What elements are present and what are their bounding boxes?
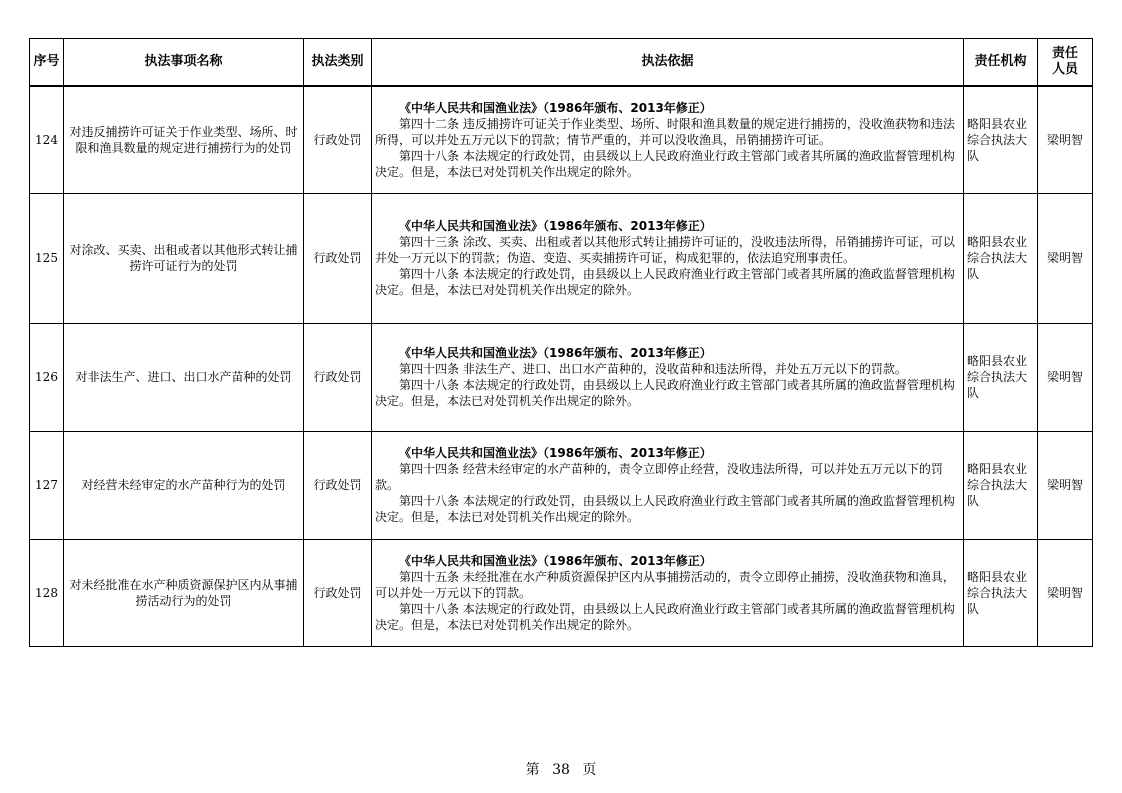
table-row bbox=[30, 323, 1093, 431]
row-number: 124 bbox=[30, 86, 64, 193]
responsible-person: 梁明智 bbox=[1038, 86, 1093, 193]
law-title: 《中华人民共和国渔业法》（1986年颁布、2013年修正） bbox=[399, 446, 712, 460]
responsible-org: 略阳县农业综合执法大队 bbox=[964, 193, 1038, 323]
table-row bbox=[30, 431, 1093, 539]
table-row bbox=[30, 86, 1093, 193]
legal-basis bbox=[372, 539, 964, 646]
law-article: 第四十八条 本法规定的行政处罚，由县级以上人民政府渔业行政主管部门或者其所属的渔政监督管理机构决定。但是，本法已对处罚机关作出规定的除外。 bbox=[375, 378, 955, 408]
law-title: 《中华人民共和国渔业法》（1986年颁布、2013年修正） bbox=[399, 100, 712, 115]
law-title: 《中华人民共和国渔业法》（1986年颁布、2013年修正） bbox=[399, 346, 712, 360]
item-type: 行政处罚 bbox=[304, 193, 372, 323]
responsible-person: 梁明智 bbox=[1038, 323, 1093, 431]
legal-basis bbox=[372, 193, 964, 323]
law-article: 第四十八条 本法规定的行政处罚，由县级以上人民政府渔业行政主管部门或者其所属的渔政监督管理机构决定。但是，本法已对处罚机关作出规定的除外。 bbox=[375, 148, 955, 179]
table-header-row bbox=[30, 39, 1093, 87]
page-number: 38 bbox=[552, 762, 570, 778]
row-number: 127 bbox=[30, 431, 64, 539]
header-type: 执法类别 bbox=[304, 39, 372, 87]
item-name: 对违反捕捞许可证关于作业类型、场所、时限和渔具数量的规定进行捕捞行为的处罚 bbox=[64, 86, 304, 193]
law-article: 第四十三条 涂改、买卖、出租或者以其他形式转让捕捞许可证的，没收违法所得，吊销捕捞许可证，可以并处一万元以下的罚款；伪造、变造、买卖捕捞许可证，构成犯罪的，依法追究刑事责任。 bbox=[375, 235, 955, 265]
law-article: 第四十八条 本法规定的行政处罚，由县级以上人民政府渔业行政主管部门或者其所属的渔政监督管理机构决定。但是，本法已对处罚机关作出规定的除外。 bbox=[375, 267, 955, 297]
header-basis: 执法依据 bbox=[372, 39, 964, 87]
row-number: 126 bbox=[30, 323, 64, 431]
law-article: 第四十五条 未经批准在水产种质资源保护区内从事捕捞活动的，责令立即停止捕捞，没收渔获物和渔具，可以并处一万元以下的罚款。 bbox=[375, 569, 955, 600]
header-no: 序号 bbox=[30, 39, 64, 87]
row-number: 125 bbox=[30, 193, 64, 323]
legal-basis bbox=[372, 323, 964, 431]
item-name: 对非法生产、进口、出口水产苗种的处罚 bbox=[64, 323, 304, 431]
law-article: 第四十二条 违反捕捞许可证关于作业类型、场所、时限和渔具数量的规定进行捕捞的，没收渔获物和违法所得，可以并处五万元以下的罚款；情节严重的，并可以没收渔具，吊销捕捞许可证。 bbox=[375, 116, 955, 147]
item-type: 行政处罚 bbox=[304, 86, 372, 193]
enforcement-items-table bbox=[29, 38, 1093, 647]
responsible-org: 略阳县农业综合执法大队 bbox=[964, 323, 1038, 431]
law-article: 第四十八条 本法规定的行政处罚，由县级以上人民政府渔业行政主管部门或者其所属的渔政监督管理机构决定。但是，本法已对处罚机关作出规定的除外。 bbox=[375, 601, 955, 632]
legal-basis bbox=[372, 86, 964, 193]
law-title: 《中华人民共和国渔业法》（1986年颁布、2013年修正） bbox=[399, 553, 712, 568]
law-article: 第四十八条 本法规定的行政处罚，由县级以上人民政府渔业行政主管部门或者其所属的渔政监督管理机构决定。但是，本法已对处罚机关作出规定的除外。 bbox=[375, 494, 955, 524]
responsible-person: 梁明智 bbox=[1038, 539, 1093, 646]
item-type: 行政处罚 bbox=[304, 323, 372, 431]
item-name: 对未经批准在水产种质资源保护区内从事捕捞活动行为的处罚 bbox=[64, 539, 304, 646]
page-prefix: 第 bbox=[525, 762, 540, 778]
item-type: 行政处罚 bbox=[304, 431, 372, 539]
table-row bbox=[30, 539, 1093, 646]
law-article: 第四十四条 非法生产、进口、出口水产苗种的，没收苗种和违法所得，并处五万元以下的罚款。 bbox=[399, 362, 907, 376]
law-article: 第四十四条 经营未经审定的水产苗种的，责令立即停止经营，没收违法所得，可以并处五万元以下的罚款。 bbox=[375, 462, 943, 492]
row-number: 128 bbox=[30, 539, 64, 646]
page-suffix: 页 bbox=[582, 762, 597, 778]
law-title: 《中华人民共和国渔业法》（1986年颁布、2013年修正） bbox=[399, 219, 712, 233]
item-type: 行政处罚 bbox=[304, 539, 372, 646]
responsible-org: 略阳县农业综合执法大队 bbox=[964, 86, 1038, 193]
header-org: 责任机构 bbox=[964, 39, 1038, 87]
responsible-person: 梁明智 bbox=[1038, 193, 1093, 323]
table-row bbox=[30, 193, 1093, 323]
responsible-org: 略阳县农业综合执法大队 bbox=[964, 431, 1038, 539]
page-number-footer bbox=[0, 759, 1122, 779]
responsible-person: 梁明智 bbox=[1038, 431, 1093, 539]
responsible-org: 略阳县农业综合执法大队 bbox=[964, 539, 1038, 646]
header-name: 执法事项名称 bbox=[64, 39, 304, 87]
header-person: 责任人员 bbox=[1038, 39, 1093, 87]
item-name: 对涂改、买卖、出租或者以其他形式转让捕捞许可证行为的处罚 bbox=[64, 193, 304, 323]
legal-basis bbox=[372, 431, 964, 539]
item-name: 对经营未经审定的水产苗种行为的处罚 bbox=[64, 431, 304, 539]
